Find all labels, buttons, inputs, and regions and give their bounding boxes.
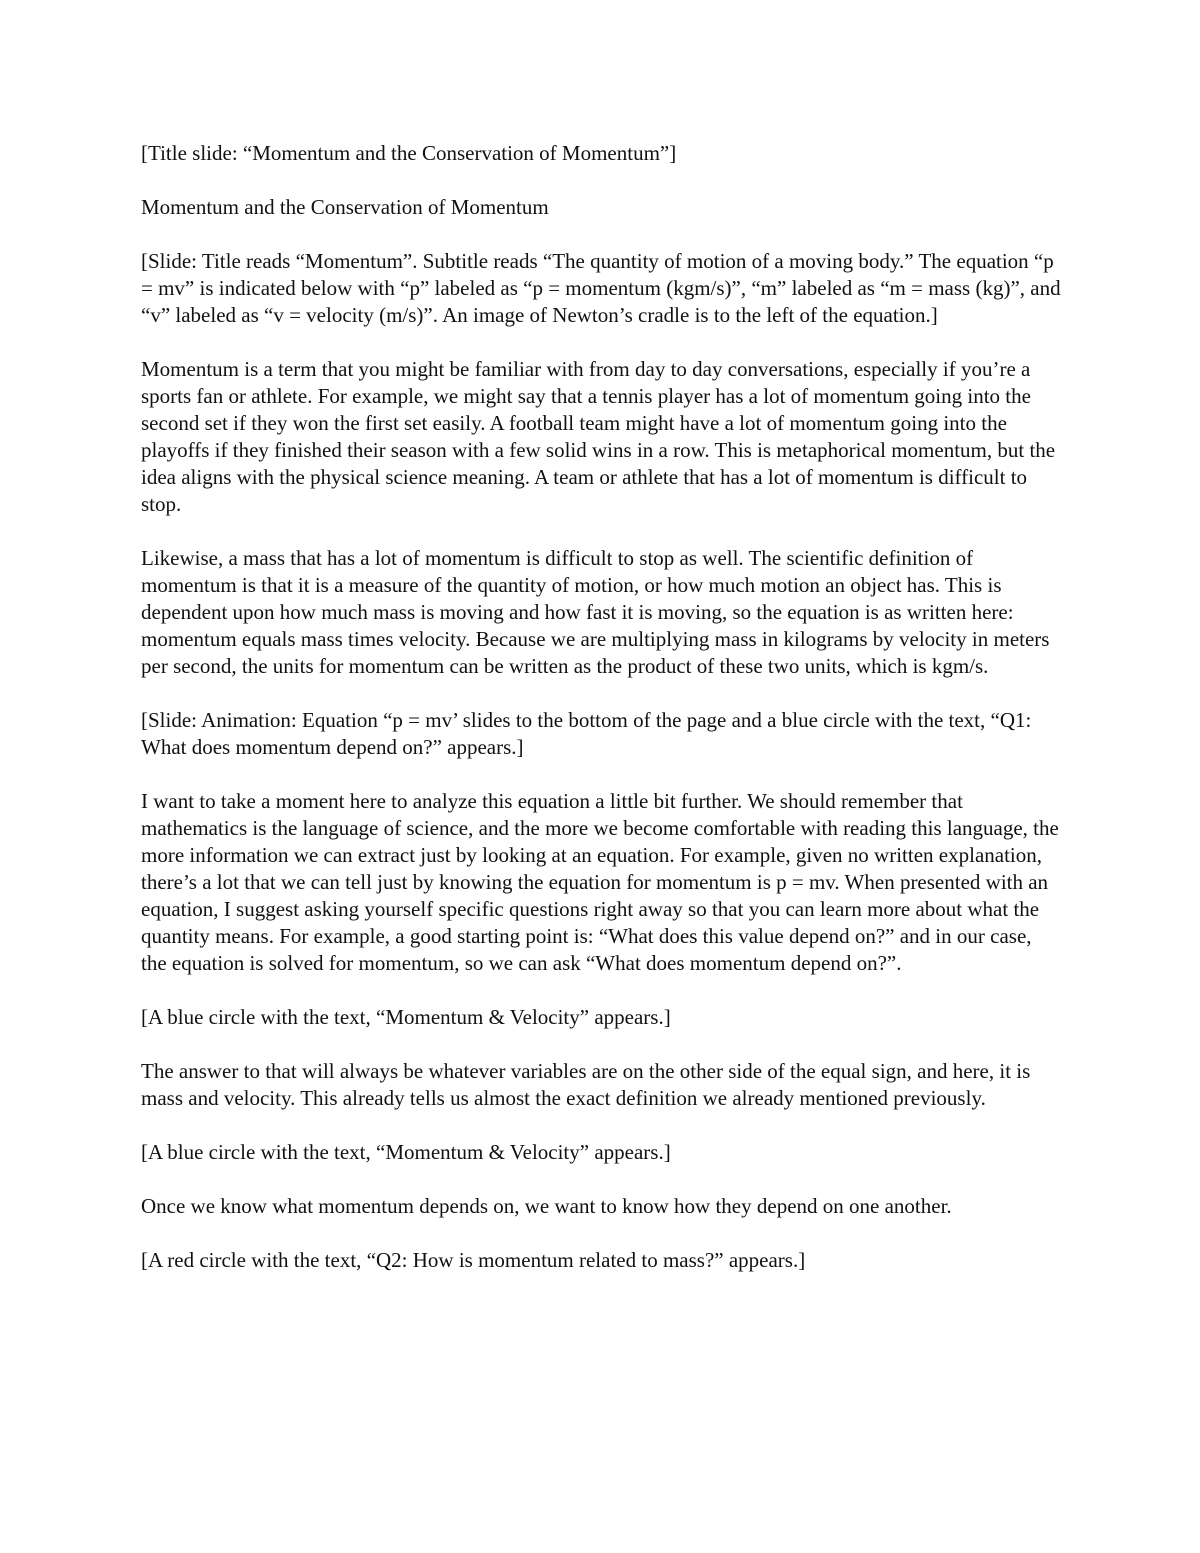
paragraph-scientific-definition: Likewise, a mass that has a lot of momentum is difficult to stop as well. The scientific definition of momentum is that it is a measure of the quantity of motion, or how much motion an object has. This is dependent upon how much mass is moving and how fast it is moving, so the equation is as written here: momentum equals mass times velocity. Because we are multiplying mass in kilograms by velocity in meters per second, the units for momentum can be written as the product of these two units, which is kgm/s. — [141, 546, 1050, 678]
slide-note-red-circle: [A red circle with the text, “Q2: How is momentum related to mass?” appears.] — [141, 1248, 806, 1272]
document-title: Momentum and the Conservation of Momentum — [141, 195, 549, 219]
slide-note-blue-circle-1: [A blue circle with the text, “Momentum & Velocity” appears.] — [141, 1005, 671, 1029]
title-slide-note: [Title slide: “Momentum and the Conservation of Momentum”] — [141, 141, 677, 165]
paragraph-dependence: Once we know what momentum depends on, we want to know how they depend on one another. — [141, 1194, 952, 1218]
paragraph-answer: The answer to that will always be whatever variables are on the other side of the equal sign, and here, it is mass and velocity. This already tells us almost the exact definition we already mentioned previously. — [141, 1059, 1031, 1110]
paragraph-momentum-intro: Momentum is a term that you might be familiar with from day to day conversations, especially if you’re a sports fan or athlete. For example, we might say that a tennis player has a lot of momentum going into the second set if they won the first set easily. A football team might have a lot of momentum going into the playoffs if they finished their season with a few solid wins in a row. This is metaphorical momentum, but the idea aligns with the physical science meaning. A team or athlete that has a lot of momentum is difficult to stop. — [141, 357, 1056, 516]
paragraph-equation-analysis: I want to take a moment here to analyze this equation a little bit further. We should remember that mathematics is the language of science, and the more we become comfortable with reading this language, the more information we can extract just by looking at an equation. For example, given no written explanation, there’s a lot that we can tell just by knowing the equation for momentum is p = mv. When presented with an equation, I suggest asking yourself specific questions right away so that you can learn more about what the quantity means. For example, a good starting point is: “What does this value depend on?” and in our case, the equation is solved for momentum, so we can ask “What does momentum depend on?”. — [141, 789, 1059, 975]
slide-description-momentum: [Slide: Title reads “Momentum”. Subtitle reads “The quantity of motion of a moving body.” The equation “p = mv” is indicated below with “p” labeled as “p = momentum (kgm/s)”, “m” labeled as “m = mass (kg)”, and “v” labeled as “v = velocity (m/s)”. An image of Newton’s cradle is to the left of the equation.] — [141, 249, 1061, 327]
document-body — [141, 140, 1061, 1274]
slide-description-animation: [Slide: Animation: Equation “p = mv’ slides to the bottom of the page and a blue circle with the text, “Q1: What does momentum depend on?” appears.] — [141, 708, 1032, 759]
slide-note-blue-circle-2: [A blue circle with the text, “Momentum & Velocity” appears.] — [141, 1140, 671, 1164]
